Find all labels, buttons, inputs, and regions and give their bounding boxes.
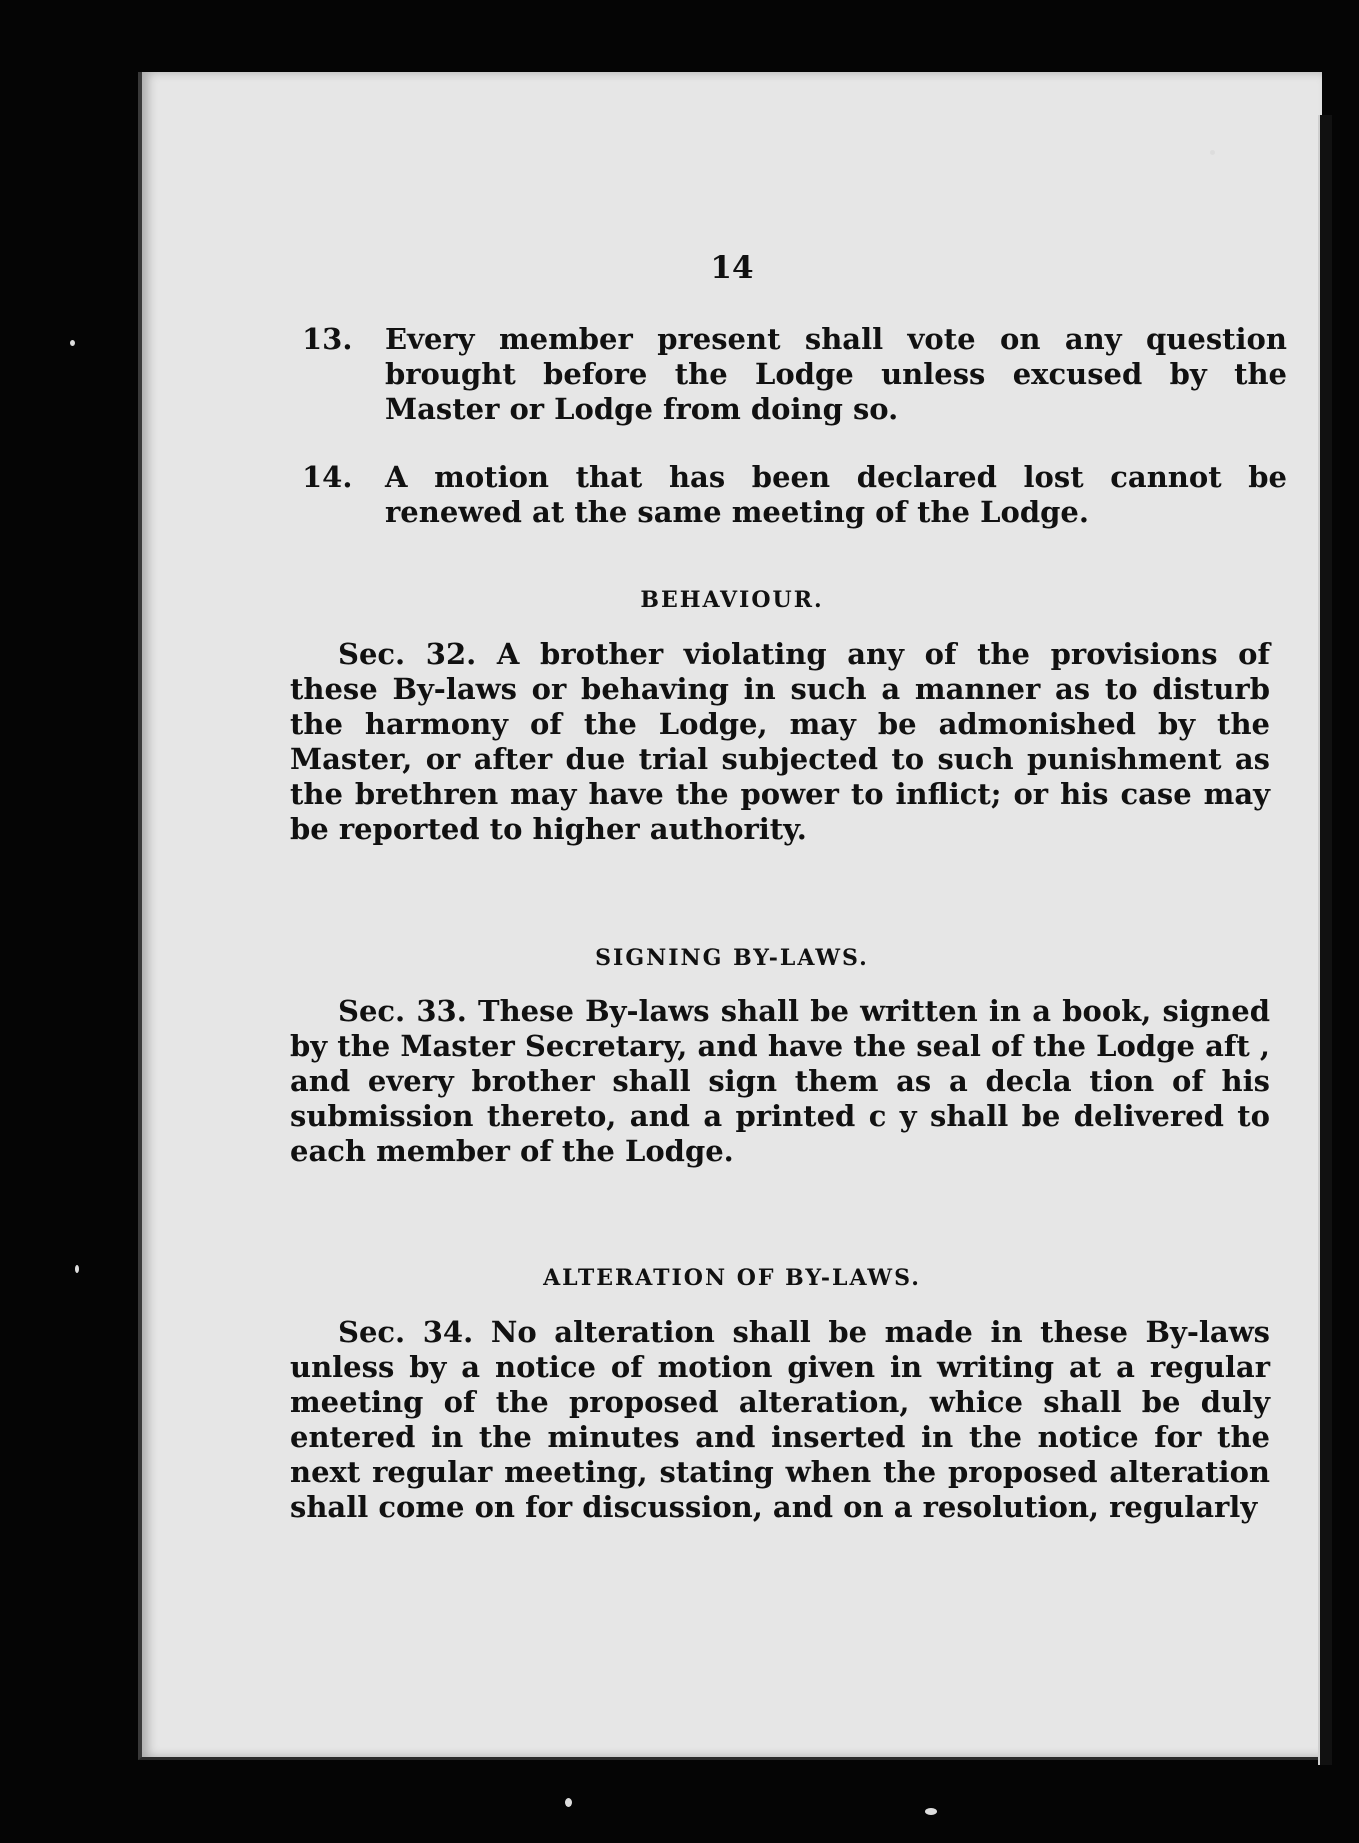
section-text: No alteration shall be made in these By-laws unless by a notice of motion given in writing at a regular meeting of the proposed alteration, whice shall be duly entered in the minutes and inserted in the notice for the next regular meeting, stating when the proposed alteration shall come on for discussion, and on a resolution, regularly [290,1315,1270,1524]
section-32 [290,637,1270,847]
scan-speck [75,1265,79,1273]
by-law-item-13 [302,322,1287,427]
section-label: Sec. 33. [338,994,467,1028]
scan-speck [925,1808,937,1815]
scan-speck [565,1798,572,1807]
facing-page-edge [1318,115,1332,1765]
section-label: Sec. 32. [338,637,477,671]
scan-speck [1210,150,1215,155]
section-heading-behaviour: BEHAVIOUR. [640,587,824,613]
section-heading-alteration-of-by-laws: ALTERATION OF BY-LAWS. [543,1265,921,1291]
scan-speck [70,340,75,346]
section-33 [290,994,1270,1169]
item-text: Every member present shall vote on any question brought before the Lodge unless excused by the Master or Lodge from doing so. [385,322,1287,426]
section-34 [290,1315,1270,1525]
by-law-item-14 [302,460,1287,530]
page-number: 14 [710,250,754,286]
book-page [138,72,1322,1760]
section-text: These By-laws shall be written in a book, signed by the Master Secretary, and have the seal of the Lodge aft , and every brother shall sign them as a decla tion of his submission thereto, and a printed c y shall be delivered to each member of the Lodge. [290,994,1270,1168]
section-label: Sec. 34. [338,1315,474,1349]
section-text: A brother violating any of the provisions of these By-laws or behaving in such a manner as to disturb the harmony of the Lodge, may be admonished by the Master, or after due trial subjected to such punishment as the brethren may have the power to inflict; or his case may be reported to higher authority. [290,637,1270,846]
section-heading-signing-by-laws: SIGNING BY-LAWS. [595,945,869,971]
item-text: A motion that has been declared lost cannot be renewed at the same meeting of the Lodge. [385,460,1287,529]
item-number: 14. [302,460,353,494]
item-number: 13. [302,322,353,356]
